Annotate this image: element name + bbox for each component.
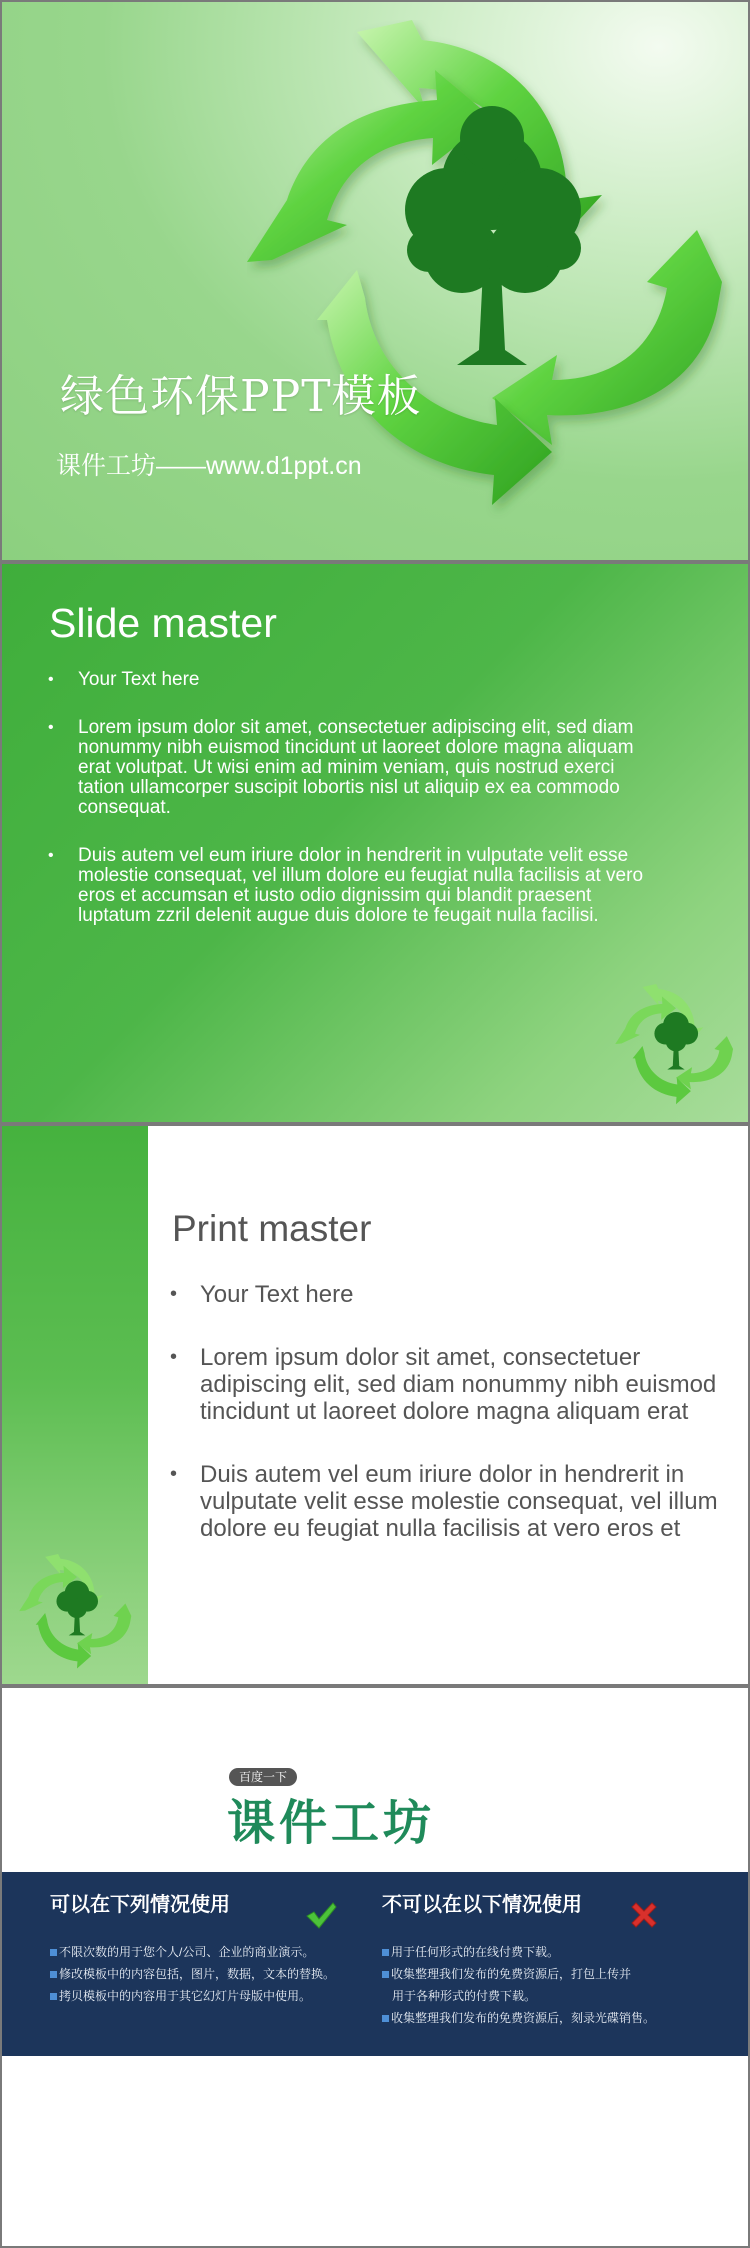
- check-icon: [304, 1898, 338, 1932]
- recycle-arrows-tree-icon: [610, 984, 742, 1108]
- usage-terms-band: [2, 1872, 748, 2056]
- list-item: 收集整理我们发布的免费资源后，打包上传并: [382, 1963, 712, 1985]
- forbidden-heading: 不可以在以下情况使用: [382, 1894, 582, 1916]
- list-item: 用于各种形式的付费下载。: [392, 1989, 537, 2003]
- bullet-item: • Duis autem vel eum iriure dolor in hendrerit in vulputate velit esse molestie consequat, vel illum dolore eu feugiat nulla facilisis at vero eros et accumsan et iusto odio dignissim qui blandit praesent luptatum zzril delenit augue duis dolore te feugait nulla facilisi.: [48, 846, 648, 926]
- forbidden-usage-column: [382, 1888, 712, 2029]
- slide-master-bullets: [48, 670, 648, 954]
- list-item: 收集整理我们发布的免费资源后，刻录光碟销售。: [382, 2007, 712, 2029]
- list-item: 用于任何形式的在线付费下载。: [382, 1941, 712, 1963]
- list-item: 修改模板中的内容包括，图片，数据，文本的替换。: [50, 1963, 340, 1985]
- print-master: [2, 1126, 748, 1684]
- bullet-square-icon: [382, 1949, 389, 1956]
- bullet-item: • Your Text here: [48, 670, 648, 690]
- brand-logo: [227, 1768, 547, 1851]
- bullet-item: • Duis autem vel eum iriure dolor in hendrerit in vulputate velit esse molestie consequat, vel illum dolore eu feugiat nulla facilisis at vero eros et: [170, 1461, 730, 1542]
- allowed-heading: 可以在下列情况使用: [50, 1894, 230, 1916]
- cross-icon: [627, 1898, 661, 1932]
- bullet-square-icon: [382, 2015, 389, 2022]
- slide-title: [2, 2, 748, 560]
- allowed-usage-column: [50, 1888, 340, 2007]
- slide-master-heading: Slide master: [49, 600, 277, 646]
- print-master-bullets: [170, 1281, 730, 1578]
- brand-name: 课件工坊: [227, 1795, 436, 1851]
- bullet-item: • Lorem ipsum dolor sit amet, consectetuer adipiscing elit, sed diam nonummy nibh euismod tincidunt ut laoreet dolore magna aliquam erat: [170, 1344, 730, 1425]
- bullet-square-icon: [50, 1971, 57, 1978]
- list-item: 不限次数的用于您个人/公司、企业的商业演示。: [50, 1941, 340, 1963]
- print-master-heading: Print master: [172, 1208, 372, 1249]
- recycle-arrows-tree-icon: [16, 1554, 138, 1672]
- brand-tag: 百度一下: [229, 1768, 297, 1786]
- bullet-square-icon: [50, 1993, 57, 2000]
- recycle-arrows-tree-icon: [247, 20, 737, 520]
- usage-terms-slide: [2, 1688, 748, 2246]
- frame-left: [0, 0, 2, 2248]
- bullet-item: • Lorem ipsum dolor sit amet, consectetuer adipiscing elit, sed diam nonummy nibh euismod tincidunt ut laoreet dolore magna aliquam erat volutpat. Ut wisi enim ad minim veniam, quis nostrud exerci tation ullamcorper suscipit lobortis nisl ut aliquip ex ea commodo consequat.: [48, 718, 648, 818]
- slide-subtitle-text: 课件工坊——www.d1ppt.cn: [56, 452, 362, 480]
- list-item: 拷贝模板中的内容用于其它幻灯片母版中使用。: [50, 1985, 340, 2007]
- bullet-square-icon: [50, 1949, 57, 1956]
- slide-master: [2, 564, 748, 1122]
- slide-title-text: 绿色环保PPT模板: [60, 371, 422, 422]
- bullet-square-icon: [382, 1971, 389, 1978]
- bullet-item: • Your Text here: [170, 1281, 730, 1308]
